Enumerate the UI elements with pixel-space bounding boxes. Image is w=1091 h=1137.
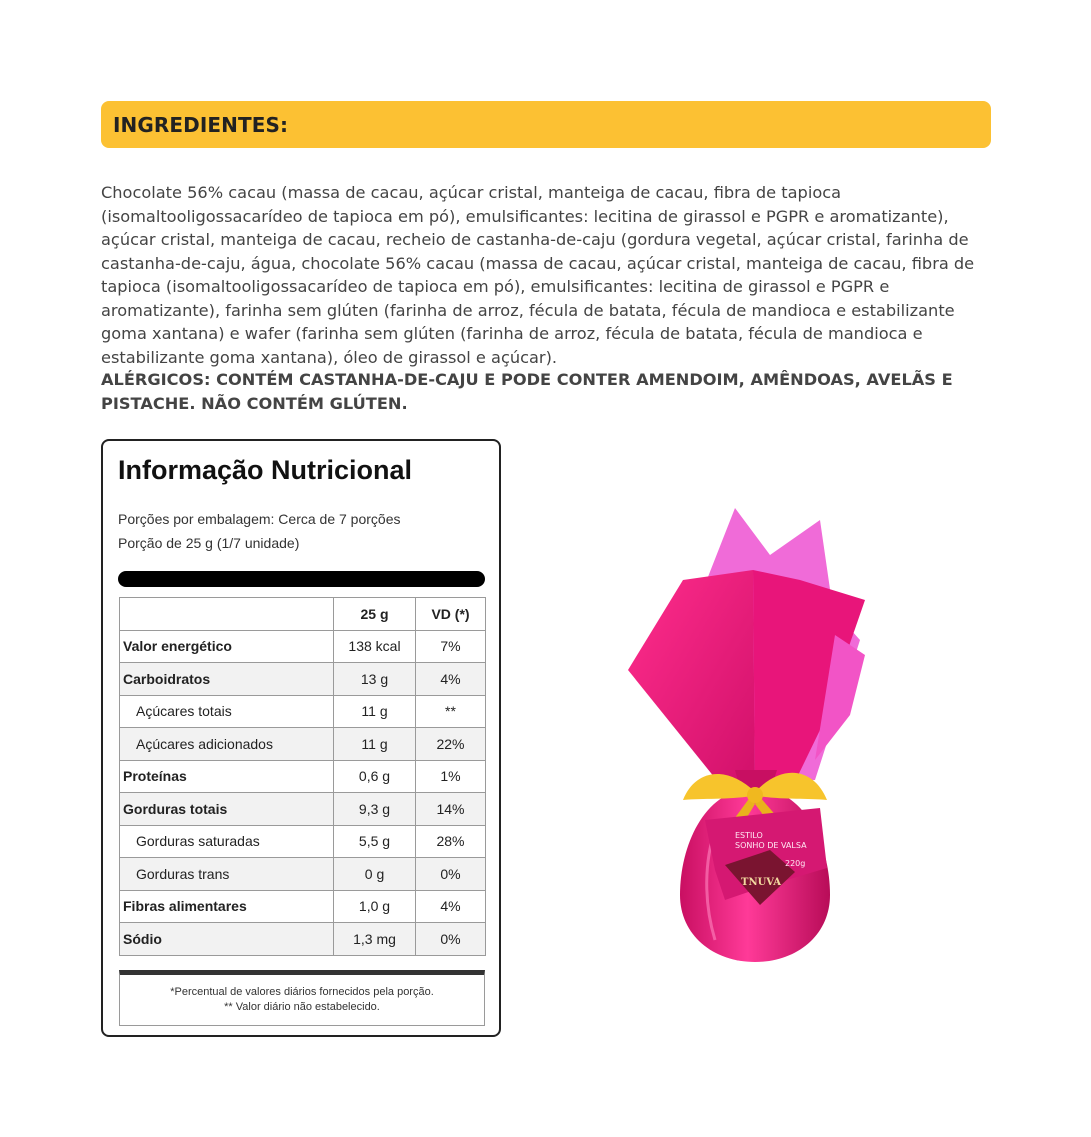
nutrient-amount: 0,6 g xyxy=(334,760,416,793)
nutrient-dv: 4% xyxy=(416,663,486,696)
nutrient-amount: 0 g xyxy=(334,858,416,891)
nutrient-dv: 1% xyxy=(416,760,486,793)
table-header-row xyxy=(120,598,486,631)
footnote-dv: *Percentual de valores diários fornecidos pela porção. xyxy=(170,986,434,998)
nutrient-amount: 11 g xyxy=(334,695,416,728)
label-weight: 220g xyxy=(785,859,806,868)
ingredients-heading: INGREDIENTES: xyxy=(113,112,289,137)
nutrient-label: Sódio xyxy=(120,923,334,956)
nutrient-dv: ** xyxy=(416,695,486,728)
footnote-no-dv: ** Valor diário não estabelecido. xyxy=(224,1001,380,1013)
nutrient-amount: 1,3 mg xyxy=(334,923,416,956)
table-row xyxy=(120,793,486,826)
serving-size: Porção de 25 g (1/7 unidade) xyxy=(118,535,300,551)
divider-bar xyxy=(118,571,485,587)
nutrient-amount: 1,0 g xyxy=(334,890,416,923)
header-amount: 25 g xyxy=(334,598,416,631)
nutrition-title: Informação Nutricional xyxy=(118,455,413,485)
nutrient-amount: 5,5 g xyxy=(334,825,416,858)
allergens-text: ALÉRGICOS: CONTÉM CASTANHA-DE-CAJU E PODE CONTER AMENDOIM, AMÊNDOAS, AVELÃS E PISTACHE. NÃO CONTÉM GLÚTEN. xyxy=(101,370,953,413)
table-row xyxy=(120,923,486,956)
product-image xyxy=(565,500,935,966)
label-line2: SONHO DE VALSA xyxy=(735,841,807,850)
nutrient-dv: 4% xyxy=(416,890,486,923)
header-dv: VD (*) xyxy=(416,598,486,631)
nutrition-footnotes xyxy=(119,970,485,1026)
ribbon-knot xyxy=(747,787,763,803)
nutrient-label: Gorduras totais xyxy=(120,793,334,826)
nutrient-dv: 0% xyxy=(416,858,486,891)
nutrient-label: Proteínas xyxy=(120,760,334,793)
nutrient-dv: 7% xyxy=(416,630,486,663)
label-line1: ESTILO xyxy=(735,831,763,840)
nutrient-label: Valor energético xyxy=(120,630,334,663)
nutrient-label: Gorduras trans xyxy=(120,858,334,891)
table-row xyxy=(120,890,486,923)
table-row xyxy=(120,663,486,696)
nutrition-facts-panel xyxy=(101,439,501,1037)
header-blank-cell xyxy=(120,598,334,631)
table-row xyxy=(120,630,486,663)
nutrient-dv: 22% xyxy=(416,728,486,761)
brand-logo-text: TNUVA xyxy=(741,877,782,888)
nutrient-label: Carboidratos xyxy=(120,663,334,696)
nutrient-amount: 138 kcal xyxy=(334,630,416,663)
nutrient-dv: 14% xyxy=(416,793,486,826)
table-row xyxy=(120,760,486,793)
easter-egg-illustration xyxy=(565,500,935,966)
nutrient-amount: 13 g xyxy=(334,663,416,696)
table-row xyxy=(120,728,486,761)
wrap-flap-left xyxy=(628,570,755,788)
servings-per-package: Porções por embalagem: Cerca de 7 porções xyxy=(118,511,401,527)
nutrient-label: Gorduras saturadas xyxy=(120,825,334,858)
table-row xyxy=(120,858,486,891)
table-row xyxy=(120,825,486,858)
table-row xyxy=(120,695,486,728)
nutrient-dv: 28% xyxy=(416,825,486,858)
nutrient-label: Açúcares totais xyxy=(120,695,334,728)
nutrient-label: Fibras alimentares xyxy=(120,890,334,923)
nutrient-amount: 11 g xyxy=(334,728,416,761)
nutrient-amount: 9,3 g xyxy=(334,793,416,826)
nutrient-label: Açúcares adicionados xyxy=(120,728,334,761)
nutrient-dv: 0% xyxy=(416,923,486,956)
ingredients-header xyxy=(101,101,991,148)
ingredients-text: Chocolate 56% cacau (massa de cacau, açúcar cristal, manteiga de cacau, fibra de tapioca (isomaltooligossacarídeo de tapioca em pó), emulsificantes: lecitina de girassol e PGPR e aromatizante), açúcar cristal, manteiga de cacau, recheio de castanha-de-caju (gordura vegetal, açúcar cristal, farinha de castanha-de-caju, água, chocolate 56% cacau (massa de cacau, açúcar cristal, manteiga de cacau, fibra de tapioca (isomaltooligossacarídeo de tapioca em pó), emulsificantes: lecitina de girassol e PGPR e aromatizante), farinha sem glúten (farinha de arroz, fécula de batata, fécula de mandioca e estabilizante goma xantana) e wafer (farinha sem glúten (farinha de arroz, fécula de batata, fécula de mandioca e estabilizante goma xantana), óleo de girassol e açúcar). xyxy=(101,183,975,367)
nutrition-table xyxy=(119,597,486,956)
